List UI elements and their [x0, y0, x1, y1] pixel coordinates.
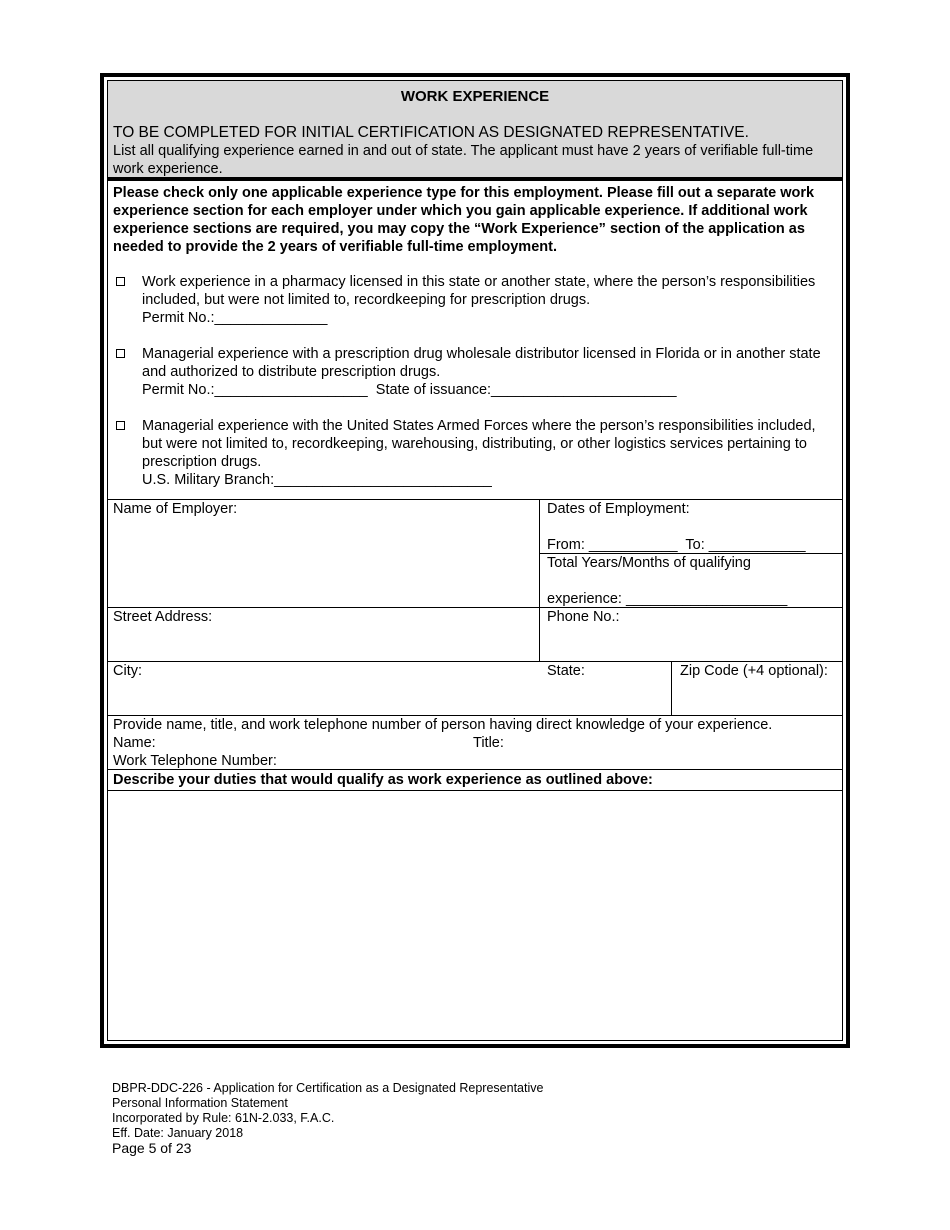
option-wholesale — [108, 345, 836, 399]
option-pharmacy-text: Work experience in a pharmacy licensed in this state or another state, where the person’s responsibilities included, but were not limited to, recordkeeping for prescription drugs. — [142, 274, 816, 308]
total-experience-label: Total Years/Months of qualifying — [547, 555, 751, 571]
contact-prompt: Provide name, title, and work telephone number of person having direct knowledge of your experience. — [113, 717, 773, 733]
footer-statement: Personal Information Statement — [112, 1096, 288, 1110]
military-branch-field[interactable]: U.S. Military Branch:___________________________ — [142, 472, 492, 488]
form-inner-frame — [107, 80, 843, 1041]
city-label: City: — [113, 663, 142, 679]
zip-code-label: Zip Code (+4 optional): — [680, 663, 828, 679]
section-note: List all qualifying experience earned in and out of state. The applicant must have 2 years of verifiable full-time work experience. — [113, 143, 814, 177]
footer-page-number: Page 5 of 23 — [112, 1140, 192, 1156]
option-wholesale-text: Managerial experience with a prescription drug wholesale distributor licensed in Florida or in another state and authorized to distribute prescription drugs. — [142, 346, 821, 380]
footer-eff-date: Eff. Date: January 2018 — [112, 1126, 244, 1140]
option-armed-forces-text: Managerial experience with the United States Armed Forces where the person’s responsibilities included, but were not limited to, recordkeeping, warehousing, distributing, or other logistics services pertaining to prescription drugs. — [142, 418, 816, 470]
work-telephone-label: Work Telephone Number: — [113, 753, 277, 769]
street-address-label: Street Address: — [113, 609, 213, 625]
dates-of-employment-label: Dates of Employment: — [547, 501, 690, 517]
page-footer — [112, 1081, 543, 1156]
state-label: State: — [547, 663, 585, 679]
work-experience-form — [100, 73, 850, 1048]
contact-name-label: Name: — [113, 735, 156, 751]
section-subtitle: TO BE COMPLETED FOR INITIAL CERTIFICATION AS DESIGNATED REPRESENTATIVE. — [113, 124, 749, 141]
instructions-text: Please check only one applicable experience type for this employment. Please fill out a separate work experience section for each employer under which you gain applicable experience. If additional work experience sections are required, you may copy the “Work Experience” section of the application as needed to provide the 2 years of verifiable full-time employment. — [113, 185, 815, 255]
duties-label: Describe your duties that would qualify as work experience as outlined above: — [113, 772, 653, 788]
experience-field[interactable]: experience: ____________________ — [547, 591, 788, 607]
section-header — [108, 81, 842, 181]
checkbox-armed-forces[interactable] — [116, 421, 125, 430]
footer-rule: Incorporated by Rule: 61N-2.033, F.A.C. — [112, 1111, 335, 1125]
footer-form-id: DBPR-DDC-226 - Application for Certification as a Designated Representative — [112, 1081, 544, 1095]
employer-name-label: Name of Employer: — [113, 501, 238, 517]
duties-text-area[interactable] — [108, 792, 842, 1040]
contact-title-label: Title: — [473, 735, 504, 751]
checkbox-wholesale[interactable] — [116, 349, 125, 358]
option-armed-forces — [108, 417, 836, 489]
duties-rule — [108, 790, 842, 791]
checkbox-pharmacy[interactable] — [116, 277, 125, 286]
state-zip-divider — [671, 661, 672, 715]
option-pharmacy — [108, 273, 836, 327]
permit-number-field[interactable]: Permit No.:______________ — [142, 310, 328, 326]
permit-state-field[interactable]: Permit No.:___________________ State of issuance:_______________________ — [142, 382, 677, 398]
column-divider — [539, 499, 540, 661]
phone-number-label: Phone No.: — [547, 609, 620, 625]
section-title: WORK EXPERIENCE — [400, 88, 550, 105]
from-to-field[interactable]: From: ___________ To: ____________ — [547, 537, 806, 553]
